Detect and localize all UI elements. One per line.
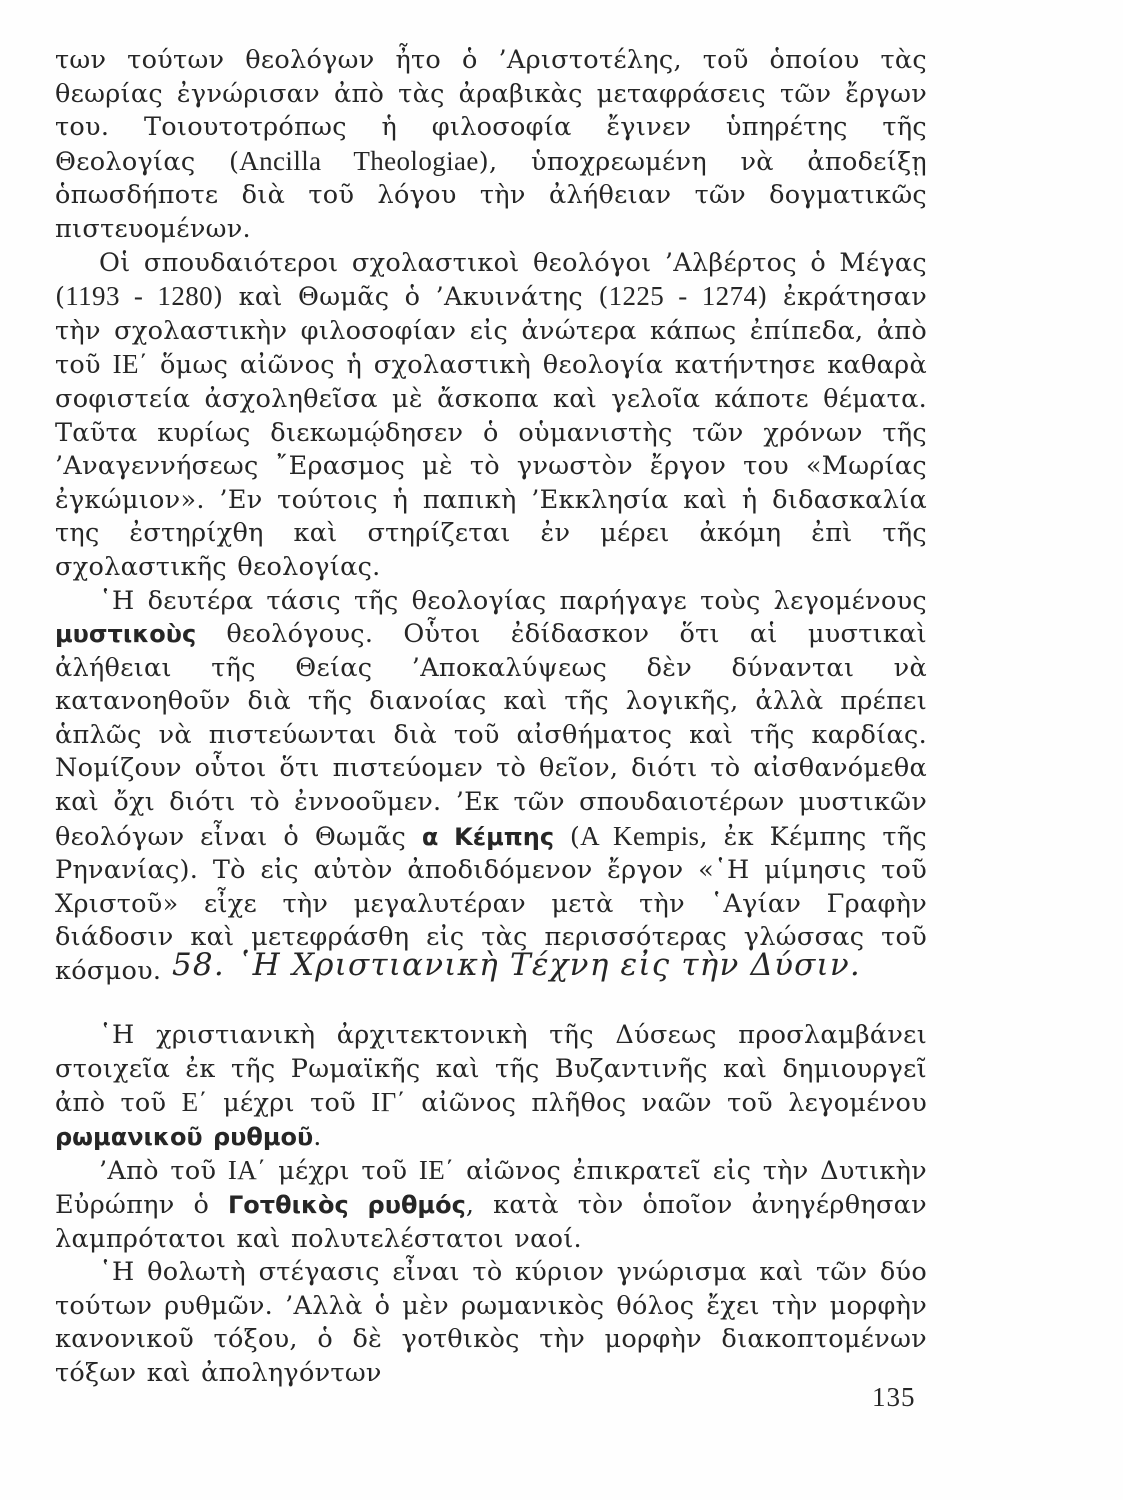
latin-text: 1193 - 1280 <box>65 281 214 312</box>
latin-text: Ancilla Theologiae <box>239 145 479 176</box>
page-number: 135 <box>872 1382 916 1412</box>
paragraph <box>55 247 927 585</box>
bold-term: ρωμανικοῦ ρυθμοῦ <box>55 1122 314 1151</box>
text-run: μέχρι τοῦ <box>266 1156 419 1187</box>
text-run: ὅμως αἰῶνος ἡ σχολαστικὴ θεολογία κατήντησε καθαρὰ σοφιστεία ἀσχοληθεῖσα μὲ ἄσκοπα καὶ γελοῖα κάποτε θέματα. Ταῦτα κυρίως διεκωμῴδησεν ὁ οὑμανιστὴς τῶν χρόνων τῆς ’Αναγεννήσεως ῎Ερασμος μὲ τὸ γνωστὸν ἔργον του «Μωρίας ἐγκώμιον». ’Εν τούτοις ἡ παπικὴ ’Εκκλησία καὶ ἡ διδασκαλία της ἐστηρίχθη καὶ στηρίζεται ἐν μέρει ἀκόμη ἐπὶ τῆς σχολαστικῆς θεολογίας. <box>55 350 927 582</box>
paragraph <box>55 1256 927 1390</box>
latin-text: 1225 - 1274 <box>608 281 758 312</box>
paragraph <box>55 1019 927 1154</box>
paragraph <box>55 1154 927 1256</box>
text-run: . <box>313 1121 322 1152</box>
text-run: ( <box>554 821 581 852</box>
text-run: ῾Η δευτέρα τάσις τῆς θεολογίας παρήγαγε τοὺς λεγομένους <box>99 585 927 616</box>
text-block-lower <box>55 1019 927 1391</box>
bold-term: Γοτθικὸς ρυθμός <box>228 1190 466 1219</box>
text-run: θεολόγους. Οὗτοι ἐδίδασκον ὅτι αἱ μυστικαὶ ἀλήθειαι τῆς Θείας ’Αποκαλύψεως δὲν δύνανται νὰ κατανοηθοῦν διὰ τῆς διανοίας καὶ τῆς λογικῆς, ἀλλὰ πρέπει ἁπλῶς νὰ πιστεύωνται διὰ τοῦ αἰσθήματος καὶ τῆς καρδίας. Νομίζουν οὗτοι ὅτι πιστεύομεν τὸ θεῖον, διότι τὸ αἰσθανόμεθα καὶ ὄχι διότι τὸ ἐννοοῦμεν. ’Εκ τῶν σπουδαιοτέρων μυστικῶν θεολόγων εἶναι ὁ Θωμᾶς <box>55 619 927 852</box>
text-run: ) καὶ Θωμᾶς ὁ ’Ακυινάτης ( <box>213 282 609 313</box>
latin-text: ΙΑ΄ <box>227 1155 267 1186</box>
bold-term: α Κέμπης <box>421 822 555 851</box>
latin-text: Ε΄ <box>181 1087 208 1118</box>
text-run: ῾Η χριστιανικὴ ἀρχιτεκτονικὴ τῆς Δύσεως προσλαμβάνει στοιχεῖα ἐκ τῆς Ρωμαϊκῆς καὶ τῆς Βυζαντινῆς καὶ δημιουργεῖ ἀπὸ τοῦ <box>55 1020 927 1119</box>
text-run: ’Απὸ τοῦ <box>99 1156 228 1187</box>
latin-text: ΙΕ΄ <box>112 349 149 380</box>
text-run: , κατὰ τὸν ὁποῖον ἀνηγέρθησαν λαμπρότατοι καὶ πολυτελέστατοι ναοί. <box>55 1189 927 1254</box>
latin-text: A Kempis <box>580 820 700 851</box>
text-run: μέχρι τοῦ <box>207 1088 372 1119</box>
latin-text: ΙΓ΄ <box>371 1087 406 1118</box>
text-run: των τούτων θεολόγων ἦτο ὁ ’Αριστοτέλης, τοῦ ὁποίου τὰς θεωρίας ἐγνώρισαν ἀπὸ τὰς ἀραβικὰς μεταφράσεις τῶν ἔργων του. Τοιουτοτρόπως ἡ φιλοσοφία ἔγινεν ὑπηρέτης τῆς Θεολογίας ( <box>55 45 927 177</box>
text-run: ), ὑποχρεωμένη νὰ ἀποδείξῃ ὁπωσδήποτε διὰ τοῦ λόγου τὴν ἀλήθειαν τῶν δογματικῶς πιστευομένων. <box>55 146 928 244</box>
text-block-upper <box>55 44 927 989</box>
text-run: ῾Η θολωτὴ στέγασις εἶναι τὸ κύριον γνώρισμα καὶ τῶν δύο τούτων ρυθμῶν. ’Αλλὰ ὁ μὲν ρωμανικὸς θόλος ἔχει τὴν μορφὴν κανονικοῦ τόξου, ὁ δὲ γοτθικὸς τὴν μορφὴν διακοπτομένων τόξων καὶ ἀποληγόντων <box>55 1257 927 1388</box>
latin-text: ΙΕ΄ <box>418 1155 455 1186</box>
paragraph <box>55 44 927 247</box>
bold-term: μυστικοὺς <box>55 620 197 649</box>
text-run: ) ἐκράτησαν τὴν σχολαστικὴν φιλοσοφίαν εἰς ἀνώτερα κάπως ἐπίπεδα, ἀπὸ τοῦ <box>55 282 928 381</box>
paragraph <box>55 585 927 989</box>
text-run: , ἐκ Κέμπης τῆς Ρηνανίας). Τὸ εἰς αὐτὸν ἀποδιδόμενον ἔργον «῾Η μίμησις τοῦ Χριστοῦ» εἶχε τὴν μεγαλυτέραν μετὰ τὴν ῾Αγίαν Γραφὴν διάδοσιν καὶ μετεφράσθη εἰς τὰς περισσότερας γλώσσας τοῦ κόσμου. <box>55 821 927 987</box>
text-run: αἰῶνος ἐπικρατεῖ εἰς τὴν Δυτικὴν Εὐρώπην ὁ <box>55 1156 927 1220</box>
section-heading: 58. ῾Η Χριστιανικὴ Τέχνη εἰς τὴν Δύσιν. <box>172 947 861 983</box>
text-run: αἰῶνος πλῆθος ναῶν τοῦ λεγομένου <box>405 1088 927 1119</box>
text-run: Οἱ σπουδαιότεροι σχολαστικοὶ θεολόγοι ’Αλβέρτος ὁ Μέγας ( <box>55 247 927 313</box>
